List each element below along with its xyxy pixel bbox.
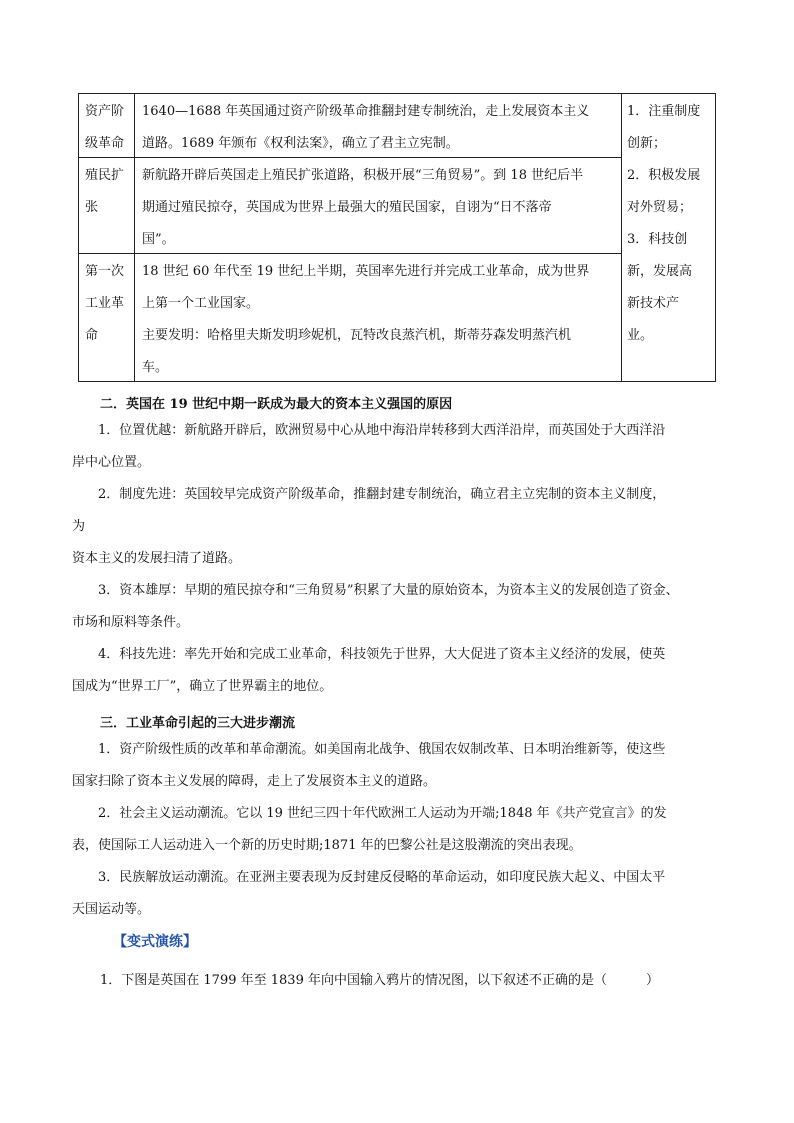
paragraph-line: 3．民族解放运动潮流。在亚洲主要表现为反封建反侵略的革命运动，如印度民族大起义、中国太平: [98, 870, 666, 885]
table-row-label: 第一次 工业革 命: [85, 264, 125, 343]
paragraph-line: 为: [72, 519, 86, 534]
table-row-label: 殖民扩 张: [85, 168, 125, 215]
section-heading: 三．工业革命引起的三大进步潮流: [100, 716, 296, 731]
summary-table: [78, 93, 716, 382]
practice-title: 【变式演练】: [113, 934, 197, 950]
table-divider: [134, 94, 135, 381]
paragraph-line: 国成为“世界工厂”，确立了世界霸主的地位。: [72, 679, 333, 694]
paragraph-line: 3．资本雄厚：早期的殖民掠夺和“三角贸易”积累了大量的原始资本，为资本主义的发展创造了资金、: [98, 583, 679, 598]
paragraph-line: 国家扫除了资本主义发展的障碍，走上了发展资本主义的道路。: [72, 774, 437, 789]
table-row-content: 新航路开辟后英国走上殖民扩张道路，积极开展“三角贸易”。到 18 世纪后半 期通过殖民掠夺，英国成为世界上最强大的殖民国家，自诩为“日不落帝 国”。: [142, 168, 584, 247]
paragraph-line: 资本主义的发展扫清了道路。: [72, 551, 242, 566]
paragraph-line: 天国运动等。: [72, 902, 151, 917]
paragraph-line: 2．制度先进：英国较早完成资产阶级革命，推翻封建专制统治，确立君主立宪制的资本主义制度，: [98, 487, 666, 502]
table-divider: [621, 94, 622, 381]
paragraph-line: 市场和原料等条件。: [72, 615, 190, 630]
table-row-label: 资产阶 级革命: [85, 104, 125, 151]
paragraph-line: 4．科技先进：率先开始和完成工业革命，科技领先于世界，大大促进了资本主义经济的发展，使英: [98, 647, 666, 662]
paragraph-line: 岸中心位置。: [72, 455, 151, 470]
table-row-content: 1640—1688 年英国通过资产阶级革命推翻封建专制统治，走上发展资本主义 道路。1689 年颁布《权利法案》，确立了君主立宪制。: [142, 104, 590, 151]
section-heading: 二．英国在 19 世纪中期一跃成为最大的资本主义强国的原因: [100, 397, 453, 412]
paragraph-line: 2．社会主义运动潮流。它以 19 世纪三四十年代欧洲工人运动为开端;1848 年《共产党宣言》的发: [98, 806, 667, 821]
table-row-content: 18 世纪 60 年代至 19 世纪上半期，英国率先进行并完成工业革命，成为世界 上第一个工业国家。 主要发明：哈格里夫斯发明珍妮机，瓦特改良蒸汽机，斯蒂芬森发明蒸汽机 车。: [142, 264, 590, 375]
question-1: 1．下图是英国在 1799 年至 1839 年向中国输入鸦片的情况图，以下叙述不正确的是（ ）: [100, 973, 659, 988]
paragraph-line: 1．资产阶级性质的改革和革命潮流。如美国南北战争、俄国农奴制改革、日本明治维新等，使这些: [98, 742, 666, 757]
paragraph-line: 1．位置优越：新航路开辟后，欧洲贸易中心从地中海沿岸转移到大西洋沿岸，而英国处于大西洋沿: [98, 423, 666, 438]
paragraph-line: 表，使国际工人运动进入一个新的历史时期;1871 年的巴黎公社是这股潮流的突出表现。: [72, 838, 582, 853]
table-merged-column: 1．注重制度 创新； 2．积极发展 对外贸易； 3．科技创 新，发展高 新技术产 业。: [627, 104, 701, 343]
